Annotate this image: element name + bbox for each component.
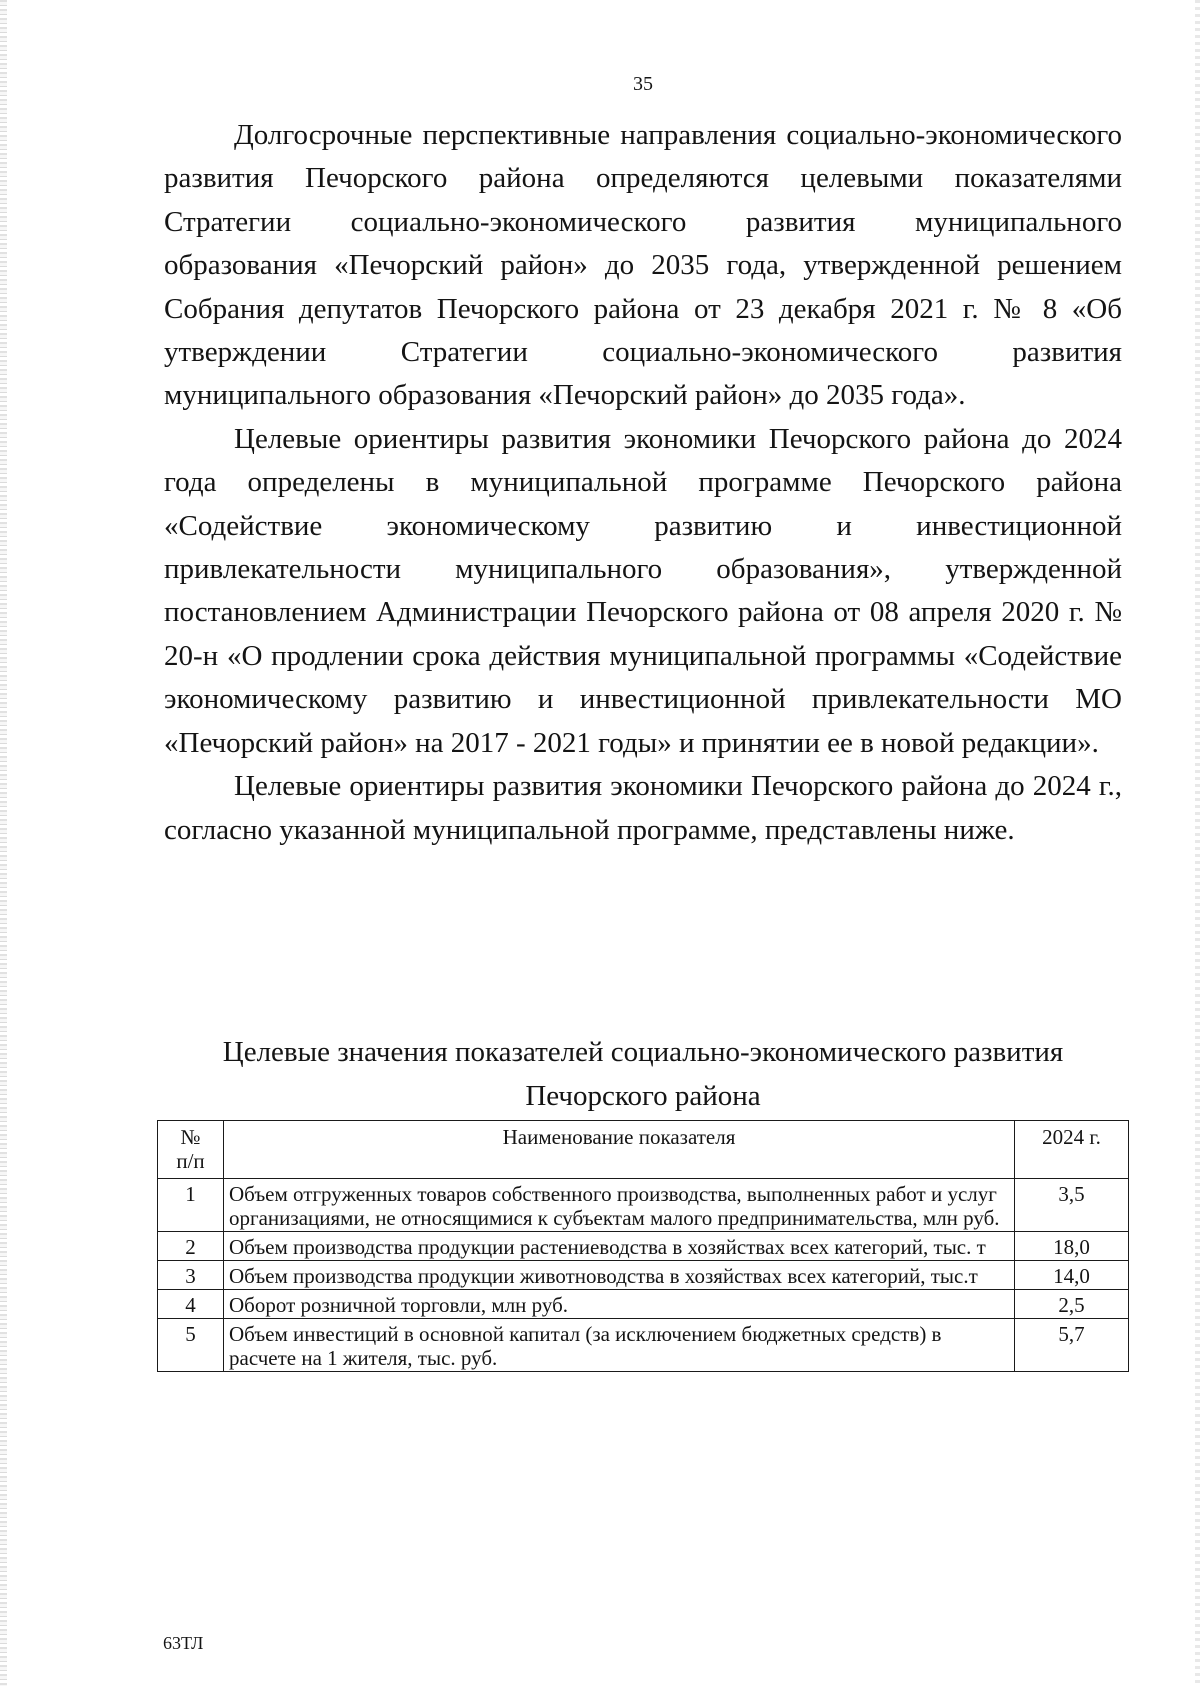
table-row [158, 1232, 1129, 1261]
indicators-table [157, 1120, 1129, 1372]
header-indicator-name: Наименование показателя [224, 1121, 1015, 1179]
paragraph-strategy: Долгосрочные перспективные направления социально-экономического развития Печорского района определяются целевыми показателями Стратегии социально-экономического развития муниципального образования «Печорский район» до 2035 года, утвержденной решением Собрания депутатов Печорского района от 23 декабря 2021 г. № 8 «Об утверждении Стратегии социально-экономического развития муниципального образования «Печорский район» до 2035 года». [164, 119, 1122, 412]
footer-document-code: 63ТЛ [163, 1633, 204, 1653]
paragraph-intro-table: Целевые ориентиры развития экономики Печорского района до 2024 г., согласно указанной муниципальной программе, представлены ниже. [164, 770, 1122, 846]
scan-edge-left [0, 0, 7, 1686]
row-value: 18,0 [1015, 1232, 1129, 1261]
header-year-2024: 2024 г. [1015, 1121, 1129, 1179]
row-value: 2,5 [1015, 1290, 1129, 1319]
row-value: 5,7 [1015, 1319, 1129, 1372]
table-title-line-1: Целевые значения показателей социально-экономического развития [222, 1036, 1064, 1068]
header-number-symbol: № [180, 1125, 201, 1149]
row-indicator-name: Объем отгруженных товаров собственного производства, выполненных работ и услуг организациями, не относящимися к субъектам малого предпринимательства, млн руб. [224, 1179, 1015, 1232]
row-indicator-name: Объем инвестиций в основной капитал (за исключением бюджетных средств) в расчете на 1 жителя, тыс. руб. [224, 1319, 1015, 1372]
table-header-row [158, 1121, 1129, 1179]
scan-edge-right [1195, 0, 1200, 1686]
row-indicator-name: Оборот розничной торговли, млн руб. [224, 1290, 1015, 1319]
table-title-line-2: Печорского района [525, 1080, 761, 1112]
row-value: 3,5 [1015, 1179, 1129, 1232]
header-number-abbr: п/п [176, 1149, 205, 1173]
row-number: 3 [158, 1261, 224, 1290]
header-number [158, 1121, 224, 1179]
row-number: 2 [158, 1232, 224, 1261]
row-indicator-name: Объем производства продукции животноводства в хозяйствах всех категорий, тыс.т [224, 1261, 1015, 1290]
page-number: 35 [633, 73, 653, 95]
body-text [164, 114, 1122, 852]
paragraph-program: Целевые ориентиры развития экономики Печорского района до 2024 года определены в муниципальной программе Печорского района «Содействие экономическому развитию и инвестиционной привлекательности муниципального образования», утвержденной постановлением Администрации Печорского района от 08 апреля 2020 г. № 20-н «О продлении срока действия муниципальной программы «Содействие экономическому развитию и инвестиционной привлекательности МО «Печорский район» на 2017 - 2021 годы» и принятии ее в новой редакции». [164, 422, 1122, 759]
table-title [164, 1030, 1122, 1118]
table-row [158, 1179, 1129, 1232]
row-number: 4 [158, 1290, 224, 1319]
table-row [158, 1290, 1129, 1319]
row-number: 5 [158, 1319, 224, 1372]
row-number: 1 [158, 1179, 224, 1232]
row-value: 14,0 [1015, 1261, 1129, 1290]
table-row [158, 1261, 1129, 1290]
row-indicator-name: Объем производства продукции растениеводства в хозяйствах всех категорий, тыс. т [224, 1232, 1015, 1261]
table-row [158, 1319, 1129, 1372]
